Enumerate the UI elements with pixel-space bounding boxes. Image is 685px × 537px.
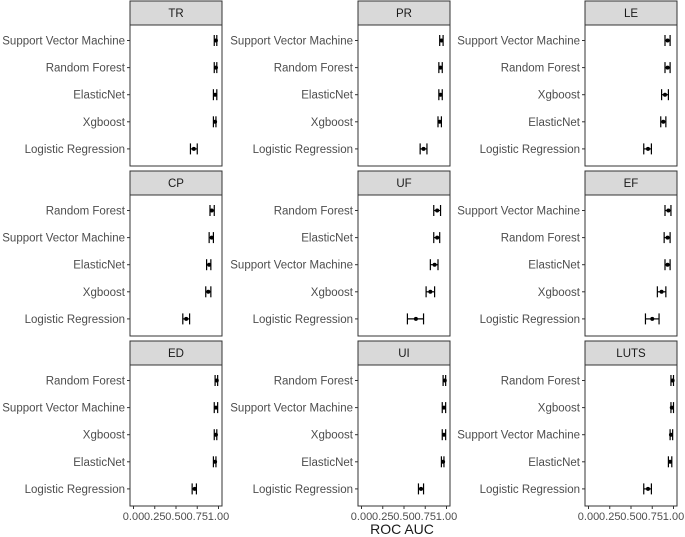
panel-uf-estimate-point: [435, 236, 439, 240]
panel-ui-x-tick-label: 0.50: [393, 511, 415, 523]
panel-ed-y-tick-label: Xgboost: [82, 429, 125, 442]
panel-ui-estimate-point: [442, 433, 446, 437]
panel-luts-estimate-point: [670, 406, 674, 410]
panel-pr-y-tick-label: Support Vector Machine: [230, 35, 353, 48]
panel-ed-plot-area: [130, 365, 222, 506]
panel-luts-x-tick-label: 0.00: [577, 511, 600, 523]
panel-le-estimate-point: [666, 66, 670, 70]
panel-luts-y-tick-label: ElasticNet: [528, 456, 580, 469]
panel-ef-plot-area: [585, 195, 677, 336]
panel-ed-estimate-point: [215, 379, 219, 383]
panel-cp-strip-label: CP: [168, 178, 184, 190]
panel-le-y-tick-label: Logistic Regression: [479, 143, 580, 156]
panel-le-y-tick-label: Support Vector Machine: [457, 35, 580, 48]
panel-luts-estimate-point: [671, 379, 675, 383]
panel-cp-y-tick-label: Logistic Regression: [24, 313, 125, 326]
panel-cp-estimate-point: [206, 290, 210, 294]
panel-uf-estimate-point: [428, 290, 432, 294]
panel-pr-estimate-point: [438, 120, 442, 124]
panel-ui-y-tick-label: ElasticNet: [301, 456, 353, 469]
panel-luts-x-tick-label: 0.50: [620, 511, 642, 523]
panel-ui-y-tick-label: Xgboost: [310, 429, 353, 442]
panel-tr-estimate-point: [213, 93, 217, 97]
panel-pr-y-tick-label: Xgboost: [310, 116, 353, 129]
panel-luts-x-tick-label: 1.00: [662, 511, 685, 523]
panel-le-estimate-point: [666, 39, 670, 43]
panel-ui-estimate-point: [442, 406, 446, 410]
panel-ef-strip-label: EF: [623, 178, 639, 190]
panel-ed-estimate-point: [214, 433, 218, 437]
panel-luts-estimate-point: [646, 487, 650, 491]
panel-uf-estimate-point: [433, 263, 437, 267]
panel-ui-x-tick-label: 0.75: [414, 511, 436, 523]
panel-pr-estimate-point: [439, 93, 443, 97]
panel-cp-estimate-point: [207, 263, 211, 267]
panel-uf-y-tick-label: ElasticNet: [301, 232, 353, 245]
panel-ui-x-tick-label: 0.25: [372, 511, 394, 523]
panel-ui-x-tick-label: 1.00: [435, 511, 458, 523]
panel-uf-estimate-point: [435, 209, 439, 213]
panel-ef-y-tick-label: Logistic Regression: [479, 313, 580, 326]
panel-tr-y-tick-label: Xgboost: [82, 116, 125, 129]
panel-tr-estimate-point: [214, 66, 218, 70]
panel-ed-estimate-point: [193, 487, 197, 491]
panel-pr-strip-label: PR: [396, 8, 412, 20]
panel-pr-estimate-point: [439, 39, 443, 43]
panel-pr-y-tick-label: Random Forest: [273, 62, 353, 75]
panel-ui-y-tick-label: Random Forest: [273, 375, 353, 388]
panel-cp-estimate-point: [184, 317, 188, 321]
panel-tr-plot-area: [130, 25, 222, 166]
panel-uf-y-tick-label: Support Vector Machine: [230, 259, 353, 272]
panel-tr-y-tick-label: Logistic Regression: [24, 143, 125, 156]
x-axis-title: ROC AUC: [370, 521, 434, 537]
panel-ed-strip-label: ED: [168, 348, 184, 360]
panel-ef-estimate-point: [650, 317, 654, 321]
panel-ui-y-tick-label: Logistic Regression: [252, 483, 353, 496]
panel-cp-estimate-point: [210, 209, 214, 213]
panel-ed-y-tick-label: ElasticNet: [73, 456, 125, 469]
panel-ed-y-tick-label: Logistic Regression: [24, 483, 125, 496]
panel-le-strip-label: LE: [623, 8, 639, 20]
panel-ed-estimate-point: [214, 406, 218, 410]
panel-ui-x-tick-label: 0.00: [350, 511, 373, 523]
panel-uf-y-tick-label: Random Forest: [273, 205, 353, 218]
panel-luts-strip-label: LUTS: [616, 348, 646, 360]
panel-cp-y-tick-label: ElasticNet: [73, 259, 125, 272]
panel-tr-estimate-point: [192, 147, 196, 151]
panel-tr-y-tick-label: ElasticNet: [73, 89, 125, 102]
panel-tr-estimate-point: [214, 39, 218, 43]
panel-luts-estimate-point: [668, 460, 672, 464]
panel-le-estimate-point: [661, 120, 665, 124]
panel-uf-y-tick-label: Xgboost: [310, 286, 353, 299]
panel-ef-y-tick-label: ElasticNet: [528, 259, 580, 272]
panel-ed-x-tick-label: 0.75: [186, 511, 208, 523]
panel-luts-estimate-point: [669, 433, 673, 437]
panel-ef-estimate-point: [666, 263, 670, 267]
panel-ef-y-tick-label: Xgboost: [537, 286, 580, 299]
panel-ed-x-tick-label: 0.50: [165, 511, 187, 523]
panel-uf-y-tick-label: Logistic Regression: [252, 313, 353, 326]
panel-ui-estimate-point: [443, 379, 447, 383]
panel-luts-x-tick-label: 0.75: [641, 511, 663, 523]
panel-luts-y-tick-label: Logistic Regression: [479, 483, 580, 496]
panel-ui-y-tick-label: Support Vector Machine: [230, 402, 353, 415]
panel-cp-y-tick-label: Support Vector Machine: [2, 232, 125, 245]
panel-ui-strip-label: UI: [398, 348, 410, 360]
panel-ef-estimate-point: [666, 236, 670, 240]
panel-ui-estimate-point: [419, 487, 423, 491]
panel-le-y-tick-label: Random Forest: [500, 62, 580, 75]
panel-pr-estimate-point: [422, 147, 426, 151]
panel-pr-y-tick-label: Logistic Regression: [252, 143, 353, 156]
panel-ed-x-tick-label: 1.00: [207, 511, 230, 523]
panel-ef-y-tick-label: Random Forest: [500, 232, 580, 245]
panel-luts-y-tick-label: Xgboost: [537, 402, 580, 415]
panel-cp-y-tick-label: Xgboost: [82, 286, 125, 299]
panel-ed-x-tick-label: 0.25: [144, 511, 166, 523]
panel-luts-y-tick-label: Random Forest: [500, 375, 580, 388]
panel-ef-estimate-point: [666, 209, 670, 213]
panel-cp-estimate-point: [210, 236, 214, 240]
panel-ef-y-tick-label: Support Vector Machine: [457, 205, 580, 218]
panel-ed-y-tick-label: Support Vector Machine: [2, 402, 125, 415]
panel-luts-y-tick-label: Support Vector Machine: [457, 429, 580, 442]
panel-ui-estimate-point: [441, 460, 445, 464]
panel-le-y-tick-label: Xgboost: [537, 89, 580, 102]
panel-ed-y-tick-label: Random Forest: [45, 375, 125, 388]
panel-ed-estimate-point: [213, 460, 217, 464]
panel-ef-estimate-point: [660, 290, 664, 294]
panel-luts-plot-area: [585, 365, 677, 506]
panel-tr-estimate-point: [213, 120, 217, 124]
panel-tr-y-tick-label: Random Forest: [45, 62, 125, 75]
panel-le-estimate-point: [663, 93, 667, 97]
panel-cp-y-tick-label: Random Forest: [45, 205, 125, 218]
panel-pr-estimate-point: [439, 66, 443, 70]
panel-pr-plot-area: [358, 25, 450, 166]
panel-tr-strip-label: TR: [168, 8, 184, 20]
panel-luts-x-tick-label: 0.25: [599, 511, 621, 523]
panel-uf-strip-label: UF: [396, 178, 412, 190]
panel-tr-y-tick-label: Support Vector Machine: [2, 35, 125, 48]
panel-le-y-tick-label: ElasticNet: [528, 116, 580, 129]
panel-uf-estimate-point: [414, 317, 418, 321]
panel-pr-y-tick-label: ElasticNet: [301, 89, 353, 102]
panel-le-estimate-point: [646, 147, 650, 151]
panel-ui-plot-area: [358, 365, 450, 506]
panel-ed-x-tick-label: 0.00: [122, 511, 145, 523]
